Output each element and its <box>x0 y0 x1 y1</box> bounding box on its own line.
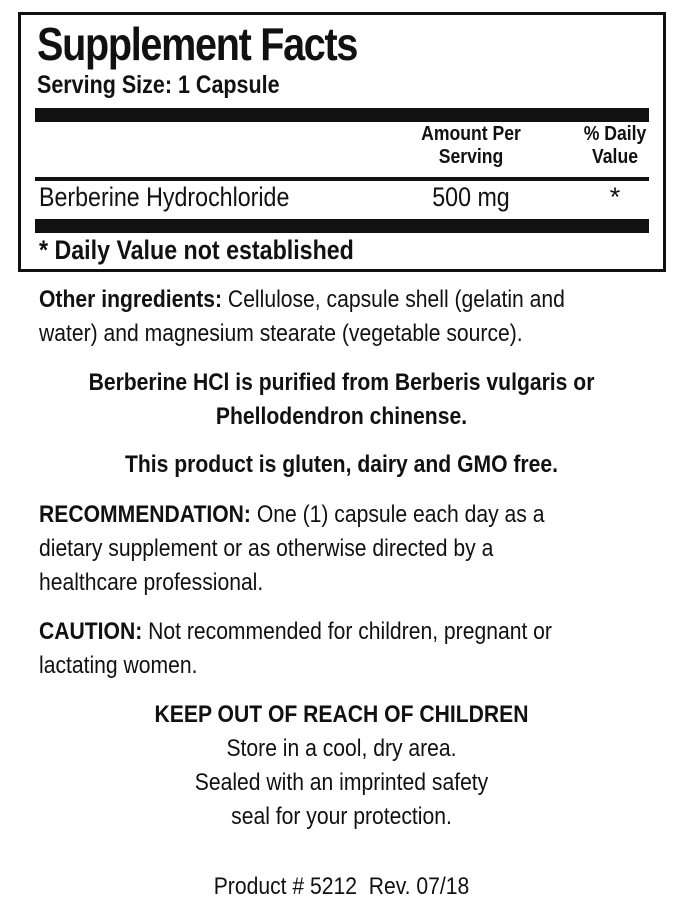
column-header-amount-line2: Serving <box>438 146 504 168</box>
recommendation-text-3: healthcare professional. <box>39 569 264 596</box>
ingredient-amount: 500 mg <box>432 182 510 212</box>
column-header-daily-value <box>573 123 657 169</box>
storage-line1: Store in a cool, dry area. <box>226 735 457 762</box>
storage-line3: seal for your protection. <box>231 803 452 830</box>
storage-heading: KEEP OUT OF REACH OF CHILDREN <box>154 701 529 728</box>
caution-text-1: Not recommended for children, pregnant or <box>142 618 552 645</box>
ingredient-name: Berberine Hydrochloride <box>39 182 290 212</box>
caution <box>39 615 649 683</box>
column-header-dv-line1: % Daily <box>583 123 647 145</box>
ingredient-daily-value: * <box>609 182 621 212</box>
product-number: Product # 5212 Rev. 07/18 <box>213 873 470 900</box>
source-note-line1: Berberine HCl is purified from Berberis vulgaris or <box>88 369 595 396</box>
serving-size: Serving Size: 1 Capsule <box>37 71 280 99</box>
source-note <box>41 366 642 434</box>
divider-thick-bottom <box>35 219 649 233</box>
other-ingredients-text-1: Cellulose, capsule shell (gelatin and <box>222 286 565 313</box>
other-ingredients-label: Other ingredients: <box>39 286 223 313</box>
recommendation <box>39 498 649 600</box>
daily-value-footnote: * Daily Value not established <box>39 235 354 265</box>
recommendation-label: RECOMMENDATION: <box>39 501 251 528</box>
caution-text-2: lactating women. <box>39 652 198 679</box>
recommendation-text-2: dietary supplement or as otherwise directed by a <box>39 535 494 562</box>
storage-instructions <box>41 698 642 834</box>
column-header-amount-line1: Amount Per <box>421 123 521 145</box>
column-header-amount <box>409 123 532 169</box>
divider-thick-top <box>35 108 649 122</box>
column-header-dv-line2: Value <box>591 146 638 168</box>
other-ingredients <box>39 283 649 351</box>
divider-medium <box>35 177 649 181</box>
allergen-statement: This product is gluten, dairy and GMO free. <box>124 451 559 478</box>
storage-line2: Sealed with an imprinted safety <box>194 769 489 796</box>
facts-title: Supplement Facts <box>37 18 358 70</box>
recommendation-text-1: One (1) capsule each day as a <box>250 501 545 528</box>
supplement-facts-panel <box>18 12 666 272</box>
source-note-line2: Phellodendron chinense. <box>215 403 468 430</box>
caution-label: CAUTION: <box>39 618 143 645</box>
other-ingredients-text-2: water) and magnesium stearate (vegetable source). <box>39 320 523 347</box>
